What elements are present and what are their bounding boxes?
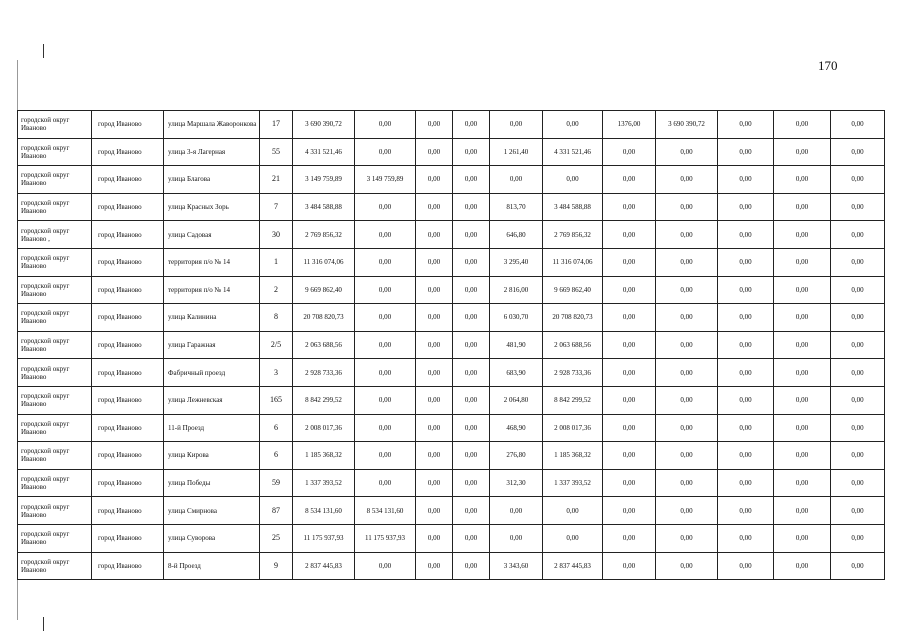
city-cell: город Иваново xyxy=(92,359,164,387)
value-cell: 0,00 xyxy=(355,193,416,221)
value-cell: 0,00 xyxy=(543,166,603,194)
house-number-cell: 6 xyxy=(260,414,293,442)
table-row xyxy=(18,497,885,525)
city-cell: город Иваново xyxy=(92,442,164,470)
value-cell: 0,00 xyxy=(656,497,718,525)
value-cell: 0,00 xyxy=(416,552,453,580)
street-cell: территория п/о № 14 xyxy=(164,248,260,276)
value-cell: 646,80 xyxy=(490,221,543,249)
value-cell: 0,00 xyxy=(656,138,718,166)
street-cell: улица Гаражная xyxy=(164,331,260,359)
value-cell: 0,00 xyxy=(355,359,416,387)
city-cell: город Иваново xyxy=(92,524,164,552)
city-cell: город Иваново xyxy=(92,552,164,580)
value-cell: 0,00 xyxy=(603,469,656,497)
house-number-cell: 7 xyxy=(260,193,293,221)
value-cell: 0,00 xyxy=(603,193,656,221)
total-cost-cell: 20 708 820,73 xyxy=(293,304,355,332)
value-cell: 0,00 xyxy=(831,552,885,580)
value-cell: 0,00 xyxy=(490,497,543,525)
value-cell: 0,00 xyxy=(603,221,656,249)
value-cell: 4 331 521,46 xyxy=(543,138,603,166)
value-cell: 0,00 xyxy=(453,552,490,580)
value-cell: 0,00 xyxy=(656,524,718,552)
value-cell: 0,00 xyxy=(774,414,831,442)
table-row xyxy=(18,359,885,387)
value-cell: 2 008 017,36 xyxy=(543,414,603,442)
house-number-cell: 6 xyxy=(260,442,293,470)
value-cell: 0,00 xyxy=(774,552,831,580)
municipality-cell: городской округ Иваново xyxy=(18,414,92,442)
value-cell: 0,00 xyxy=(831,221,885,249)
value-cell: 0,00 xyxy=(831,193,885,221)
value-cell: 312,30 xyxy=(490,469,543,497)
value-cell: 0,00 xyxy=(831,331,885,359)
street-cell: улица Кирова xyxy=(164,442,260,470)
value-cell: 0,00 xyxy=(355,552,416,580)
value-cell: 0,00 xyxy=(416,111,453,139)
value-cell: 0,00 xyxy=(543,497,603,525)
total-cost-cell: 11 175 937,93 xyxy=(293,524,355,552)
municipality-cell: городской округ Иваново xyxy=(18,138,92,166)
value-cell: 0,00 xyxy=(831,276,885,304)
value-cell: 0,00 xyxy=(416,331,453,359)
value-cell: 0,00 xyxy=(831,497,885,525)
scan-mark xyxy=(43,44,44,58)
street-cell: 11-й Проезд xyxy=(164,414,260,442)
house-number-cell: 87 xyxy=(260,497,293,525)
value-cell: 0,00 xyxy=(603,304,656,332)
value-cell: 0,00 xyxy=(656,469,718,497)
value-cell: 0,00 xyxy=(603,497,656,525)
value-cell: 0,00 xyxy=(718,138,774,166)
house-number-cell: 25 xyxy=(260,524,293,552)
street-cell: территория п/о № 14 xyxy=(164,276,260,304)
municipality-cell: городской округ Иваново xyxy=(18,276,92,304)
value-cell: 0,00 xyxy=(603,248,656,276)
value-cell: 0,00 xyxy=(718,276,774,304)
value-cell: 3 484 588,88 xyxy=(543,193,603,221)
value-cell: 6 030,70 xyxy=(490,304,543,332)
total-cost-cell: 2 837 445,83 xyxy=(293,552,355,580)
value-cell: 0,00 xyxy=(603,442,656,470)
city-cell: город Иваново xyxy=(92,193,164,221)
value-cell: 0,00 xyxy=(355,304,416,332)
value-cell: 0,00 xyxy=(831,386,885,414)
value-cell: 0,00 xyxy=(774,193,831,221)
value-cell: 813,70 xyxy=(490,193,543,221)
value-cell: 0,00 xyxy=(718,359,774,387)
value-cell: 0,00 xyxy=(603,524,656,552)
value-cell: 1376,00 xyxy=(603,111,656,139)
value-cell: 0,00 xyxy=(774,331,831,359)
house-number-cell: 3 xyxy=(260,359,293,387)
total-cost-cell: 11 316 074,06 xyxy=(293,248,355,276)
value-cell: 0,00 xyxy=(718,221,774,249)
value-cell: 0,00 xyxy=(603,138,656,166)
value-cell: 1 185 368,32 xyxy=(543,442,603,470)
value-cell: 0,00 xyxy=(718,442,774,470)
table-row xyxy=(18,111,885,139)
value-cell: 0,00 xyxy=(416,359,453,387)
value-cell: 3 690 390,72 xyxy=(656,111,718,139)
value-cell: 0,00 xyxy=(656,414,718,442)
value-cell: 0,00 xyxy=(774,276,831,304)
value-cell: 0,00 xyxy=(355,386,416,414)
municipality-cell: городской округ Иваново xyxy=(18,524,92,552)
city-cell: город Иваново xyxy=(92,469,164,497)
value-cell: 0,00 xyxy=(774,469,831,497)
total-cost-cell: 9 669 862,40 xyxy=(293,276,355,304)
value-cell: 0,00 xyxy=(453,304,490,332)
city-cell: город Иваново xyxy=(92,111,164,139)
table-row xyxy=(18,276,885,304)
city-cell: город Иваново xyxy=(92,414,164,442)
value-cell: 0,00 xyxy=(355,414,416,442)
city-cell: город Иваново xyxy=(92,138,164,166)
page-number: 170 xyxy=(818,58,838,73)
value-cell: 0,00 xyxy=(718,193,774,221)
value-cell: 0,00 xyxy=(453,442,490,470)
value-cell: 2 928 733,36 xyxy=(543,359,603,387)
value-cell: 2 064,80 xyxy=(490,386,543,414)
value-cell: 0,00 xyxy=(774,386,831,414)
value-cell: 0,00 xyxy=(416,221,453,249)
value-cell: 0,00 xyxy=(453,359,490,387)
house-number-cell: 55 xyxy=(260,138,293,166)
street-cell: улица Маршала Жаворонкова xyxy=(164,111,260,139)
value-cell: 0,00 xyxy=(355,469,416,497)
value-cell: 0,00 xyxy=(774,524,831,552)
city-cell: город Иваново xyxy=(92,248,164,276)
value-cell: 276,80 xyxy=(490,442,543,470)
total-cost-cell: 1 337 393,52 xyxy=(293,469,355,497)
value-cell: 0,00 xyxy=(718,304,774,332)
value-cell: 2 769 856,32 xyxy=(543,221,603,249)
municipality-cell: городской округ Иваново xyxy=(18,248,92,276)
value-cell: 0,00 xyxy=(603,331,656,359)
value-cell: 0,00 xyxy=(656,221,718,249)
value-cell: 0,00 xyxy=(453,111,490,139)
total-cost-cell: 1 185 368,32 xyxy=(293,442,355,470)
value-cell: 11 316 074,06 xyxy=(543,248,603,276)
house-number-cell: 59 xyxy=(260,469,293,497)
total-cost-cell: 4 331 521,46 xyxy=(293,138,355,166)
city-cell: город Иваново xyxy=(92,497,164,525)
value-cell: 481,90 xyxy=(490,331,543,359)
table-row xyxy=(18,331,885,359)
table-row xyxy=(18,166,885,194)
street-cell: улица Калинина xyxy=(164,304,260,332)
total-cost-cell: 8 842 299,52 xyxy=(293,386,355,414)
value-cell: 0,00 xyxy=(543,524,603,552)
value-cell: 0,00 xyxy=(453,276,490,304)
street-cell: улица Благова xyxy=(164,166,260,194)
value-cell: 0,00 xyxy=(831,524,885,552)
total-cost-cell: 3 484 588,88 xyxy=(293,193,355,221)
house-number-cell: 21 xyxy=(260,166,293,194)
value-cell: 0,00 xyxy=(656,331,718,359)
value-cell: 0,00 xyxy=(831,469,885,497)
value-cell: 0,00 xyxy=(774,248,831,276)
street-cell: улица Смирнова xyxy=(164,497,260,525)
total-cost-cell: 2 063 688,56 xyxy=(293,331,355,359)
value-cell: 0,00 xyxy=(831,304,885,332)
house-number-cell: 2/5 xyxy=(260,331,293,359)
value-cell: 0,00 xyxy=(453,497,490,525)
value-cell: 0,00 xyxy=(355,331,416,359)
value-cell: 0,00 xyxy=(416,414,453,442)
value-cell: 0,00 xyxy=(416,276,453,304)
total-cost-cell: 3 690 390,72 xyxy=(293,111,355,139)
street-cell: улица Красных Зорь xyxy=(164,193,260,221)
value-cell: 1 337 393,52 xyxy=(543,469,603,497)
total-cost-cell: 2 769 856,32 xyxy=(293,221,355,249)
city-cell: город Иваново xyxy=(92,221,164,249)
street-cell: Фабричный проезд xyxy=(164,359,260,387)
value-cell: 2 816,00 xyxy=(490,276,543,304)
value-cell: 0,00 xyxy=(416,138,453,166)
value-cell: 0,00 xyxy=(416,193,453,221)
value-cell: 0,00 xyxy=(416,524,453,552)
municipality-cell: городской округ Иваново xyxy=(18,193,92,221)
value-cell: 0,00 xyxy=(774,138,831,166)
value-cell: 0,00 xyxy=(718,524,774,552)
value-cell: 9 669 862,40 xyxy=(543,276,603,304)
scan-mark xyxy=(43,617,44,631)
value-cell: 2 837 445,83 xyxy=(543,552,603,580)
value-cell: 0,00 xyxy=(774,304,831,332)
value-cell: 0,00 xyxy=(416,166,453,194)
city-cell: город Иваново xyxy=(92,166,164,194)
value-cell: 0,00 xyxy=(355,221,416,249)
value-cell: 0,00 xyxy=(603,386,656,414)
value-cell: 0,00 xyxy=(453,469,490,497)
value-cell: 0,00 xyxy=(718,414,774,442)
value-cell: 11 175 937,93 xyxy=(355,524,416,552)
value-cell: 0,00 xyxy=(656,276,718,304)
value-cell: 0,00 xyxy=(453,386,490,414)
total-cost-cell: 3 149 759,89 xyxy=(293,166,355,194)
value-cell: 0,00 xyxy=(453,331,490,359)
street-cell: улица 3-я Лагерная xyxy=(164,138,260,166)
value-cell: 20 708 820,73 xyxy=(543,304,603,332)
street-cell: улица Победы xyxy=(164,469,260,497)
municipality-cell: городской округ Иваново xyxy=(18,469,92,497)
value-cell: 0,00 xyxy=(416,386,453,414)
street-cell: 8-й Проезд xyxy=(164,552,260,580)
value-cell: 0,00 xyxy=(718,248,774,276)
value-cell: 3 149 759,89 xyxy=(355,166,416,194)
municipality-cell: городской округ Иваново , xyxy=(18,221,92,249)
municipality-cell: городской округ Иваново xyxy=(18,331,92,359)
value-cell: 0,00 xyxy=(831,442,885,470)
table-row xyxy=(18,469,885,497)
municipality-cell: городской округ Иваново xyxy=(18,442,92,470)
table-row xyxy=(18,414,885,442)
value-cell: 0,00 xyxy=(831,166,885,194)
municipality-cell: городской округ Иваново xyxy=(18,552,92,580)
value-cell: 0,00 xyxy=(718,552,774,580)
value-cell: 0,00 xyxy=(831,414,885,442)
value-cell: 0,00 xyxy=(718,166,774,194)
value-cell: 0,00 xyxy=(603,414,656,442)
value-cell: 0,00 xyxy=(603,552,656,580)
table-row xyxy=(18,138,885,166)
house-number-cell: 1 xyxy=(260,248,293,276)
value-cell: 0,00 xyxy=(831,138,885,166)
value-cell: 0,00 xyxy=(416,469,453,497)
street-cell: улица Лежневская xyxy=(164,386,260,414)
value-cell: 0,00 xyxy=(416,248,453,276)
table-row xyxy=(18,193,885,221)
value-cell: 0,00 xyxy=(543,111,603,139)
value-cell: 0,00 xyxy=(603,166,656,194)
street-cell: улица Садовая xyxy=(164,221,260,249)
value-cell: 3 295,40 xyxy=(490,248,543,276)
value-cell: 0,00 xyxy=(831,359,885,387)
table-row xyxy=(18,386,885,414)
city-cell: город Иваново xyxy=(92,331,164,359)
table-row xyxy=(18,248,885,276)
house-number-cell: 30 xyxy=(260,221,293,249)
value-cell: 0,00 xyxy=(355,111,416,139)
value-cell: 0,00 xyxy=(453,524,490,552)
table-row xyxy=(18,221,885,249)
value-cell: 8 842 299,52 xyxy=(543,386,603,414)
city-cell: город Иваново xyxy=(92,276,164,304)
table-row xyxy=(18,442,885,470)
total-cost-cell: 2 008 017,36 xyxy=(293,414,355,442)
value-cell: 0,00 xyxy=(656,193,718,221)
value-cell: 0,00 xyxy=(718,331,774,359)
value-cell: 0,00 xyxy=(774,166,831,194)
total-cost-cell: 8 534 131,60 xyxy=(293,497,355,525)
value-cell: 0,00 xyxy=(416,497,453,525)
value-cell: 0,00 xyxy=(453,193,490,221)
value-cell: 0,00 xyxy=(831,248,885,276)
value-cell: 0,00 xyxy=(774,442,831,470)
municipality-cell: городской округ Иваново xyxy=(18,166,92,194)
value-cell: 0,00 xyxy=(490,166,543,194)
municipality-cell: городской округ Иваново xyxy=(18,386,92,414)
value-cell: 0,00 xyxy=(718,469,774,497)
value-cell: 0,00 xyxy=(656,386,718,414)
value-cell: 0,00 xyxy=(355,276,416,304)
value-cell: 0,00 xyxy=(656,552,718,580)
value-cell: 0,00 xyxy=(774,221,831,249)
house-number-cell: 165 xyxy=(260,386,293,414)
value-cell: 0,00 xyxy=(355,138,416,166)
value-cell: 683,90 xyxy=(490,359,543,387)
table-row xyxy=(18,524,885,552)
city-cell: город Иваново xyxy=(92,304,164,332)
total-cost-cell: 2 928 733,36 xyxy=(293,359,355,387)
city-cell: город Иваново xyxy=(92,386,164,414)
municipality-cell: городской округ Иваново xyxy=(18,359,92,387)
value-cell: 0,00 xyxy=(603,276,656,304)
value-cell: 0,00 xyxy=(774,111,831,139)
value-cell: 0,00 xyxy=(453,414,490,442)
table-row xyxy=(18,304,885,332)
value-cell: 0,00 xyxy=(453,248,490,276)
value-cell: 0,00 xyxy=(718,386,774,414)
value-cell: 0,00 xyxy=(774,497,831,525)
value-cell: 0,00 xyxy=(831,111,885,139)
house-number-cell: 2 xyxy=(260,276,293,304)
municipality-cell: городской округ Иваново xyxy=(18,497,92,525)
value-cell: 0,00 xyxy=(603,359,656,387)
value-cell: 0,00 xyxy=(656,248,718,276)
value-cell: 468,90 xyxy=(490,414,543,442)
data-table xyxy=(17,110,885,580)
value-cell: 0,00 xyxy=(718,497,774,525)
value-cell: 0,00 xyxy=(656,304,718,332)
value-cell: 0,00 xyxy=(416,442,453,470)
municipality-cell: городской округ Иваново xyxy=(18,304,92,332)
value-cell: 0,00 xyxy=(490,524,543,552)
house-number-cell: 9 xyxy=(260,552,293,580)
value-cell: 0,00 xyxy=(490,111,543,139)
value-cell: 0,00 xyxy=(453,166,490,194)
value-cell: 0,00 xyxy=(453,138,490,166)
value-cell: 0,00 xyxy=(656,166,718,194)
value-cell: 0,00 xyxy=(656,359,718,387)
value-cell: 1 261,40 xyxy=(490,138,543,166)
house-number-cell: 17 xyxy=(260,111,293,139)
value-cell: 0,00 xyxy=(355,248,416,276)
house-number-cell: 8 xyxy=(260,304,293,332)
value-cell: 0,00 xyxy=(718,111,774,139)
value-cell: 0,00 xyxy=(416,304,453,332)
table-row xyxy=(18,552,885,580)
municipality-cell: городской округ Иваново xyxy=(18,111,92,139)
value-cell: 3 343,60 xyxy=(490,552,543,580)
value-cell: 0,00 xyxy=(774,359,831,387)
value-cell: 8 534 131,60 xyxy=(355,497,416,525)
value-cell: 0,00 xyxy=(355,442,416,470)
value-cell: 0,00 xyxy=(656,442,718,470)
value-cell: 0,00 xyxy=(453,221,490,249)
street-cell: улица Суворова xyxy=(164,524,260,552)
value-cell: 2 063 688,56 xyxy=(543,331,603,359)
